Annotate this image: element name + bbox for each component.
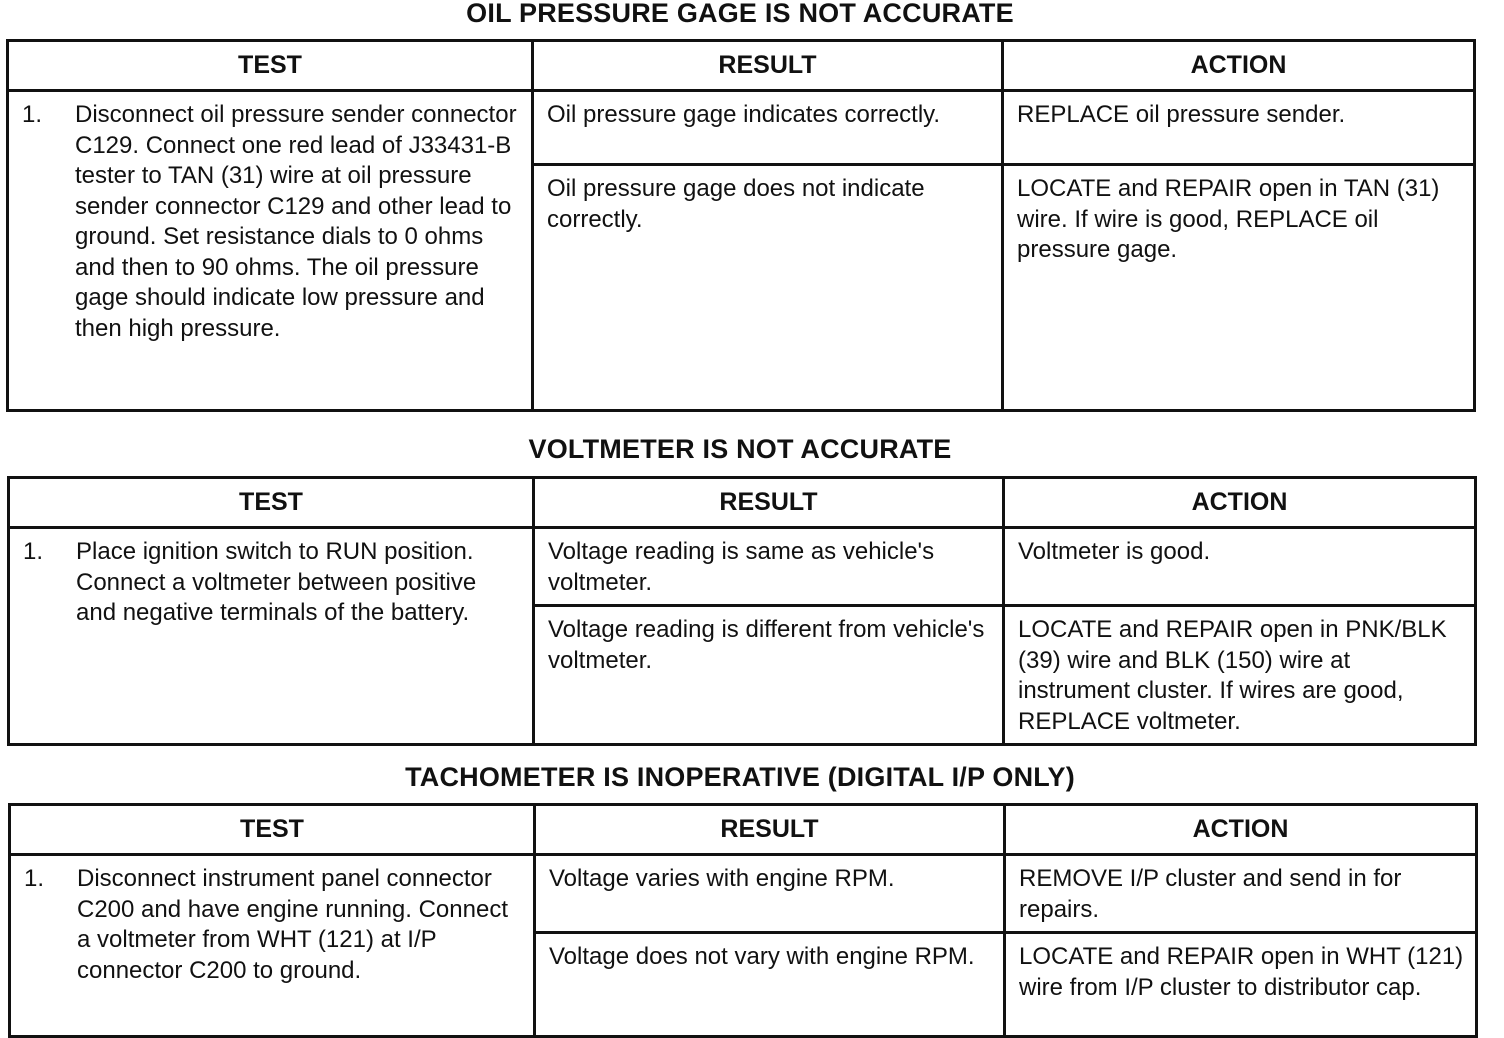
result-column-header: RESULT (534, 478, 1004, 528)
test-step-cell (10, 855, 535, 1037)
action-cell: REPLACE oil pressure sender. (1003, 91, 1475, 165)
section-title: OIL PRESSURE GAGE IS NOT ACCURATE (466, 0, 1014, 28)
result-cell: Voltage reading is different from vehicle's voltmeter. (534, 606, 1004, 745)
diagnostic-table (8, 803, 1478, 1038)
test-procedure-text: Disconnect oil pressure sender connector C129. Connect one red lead of J33431-B tester to TAN (31) wire at oil pressure sender connector C129 and other lead to ground. Set resistance dials to 0 ohms and then to 90 ohms. The oil pressure gage should indicate low pressure and then high pressure. (75, 101, 517, 342)
test-column-header: TEST (10, 805, 535, 855)
step-number: 1. (24, 865, 45, 892)
action-column-header: ACTION (1004, 478, 1476, 528)
action-column-header: ACTION (1005, 805, 1477, 855)
section-title: TACHOMETER IS INOPERATIVE (DIGITAL I/P ONLY) (405, 762, 1075, 792)
result-cell: Voltage does not vary with engine RPM. (535, 933, 1005, 1037)
action-cell: LOCATE and REPAIR open in PNK/BLK (39) wire and BLK (150) wire at instrument cluster. If wires are good, REPLACE voltmeter. (1004, 606, 1476, 745)
test-step-cell (8, 91, 533, 411)
result-column-header: RESULT (535, 805, 1005, 855)
action-cell: LOCATE and REPAIR open in WHT (121) wire from I/P cluster to distributor cap. (1005, 933, 1477, 1037)
test-column-header: TEST (9, 478, 534, 528)
test-step-cell (9, 528, 534, 745)
action-cell: LOCATE and REPAIR open in TAN (31) wire. If wire is good, REPLACE oil pressure gage. (1003, 165, 1475, 411)
test-column-header: TEST (8, 41, 533, 91)
action-column-header: ACTION (1003, 41, 1475, 91)
result-cell: Voltage varies with engine RPM. (535, 855, 1005, 933)
step-number: 1. (23, 538, 44, 565)
diagnostic-table (6, 39, 1476, 412)
result-column-header: RESULT (533, 41, 1003, 91)
step-number: 1. (22, 101, 43, 128)
action-cell: Voltmeter is good. (1004, 528, 1476, 606)
test-procedure-text: Place ignition switch to RUN position. Connect a voltmeter between positive and negative terminals of the battery. (76, 538, 477, 626)
result-cell: Oil pressure gage does not indicate correctly. (533, 165, 1003, 411)
test-procedure-text: Disconnect instrument panel connector C200 and have engine running. Connect a voltmeter from WHT (121) at I/P connector C200 to ground. (77, 865, 508, 984)
diagnostic-table (7, 476, 1477, 746)
result-cell: Voltage reading is same as vehicle's voltmeter. (534, 528, 1004, 606)
action-cell: REMOVE I/P cluster and send in for repairs. (1005, 855, 1477, 933)
result-cell: Oil pressure gage indicates correctly. (533, 91, 1003, 165)
section-title: VOLTMETER IS NOT ACCURATE (528, 434, 952, 464)
